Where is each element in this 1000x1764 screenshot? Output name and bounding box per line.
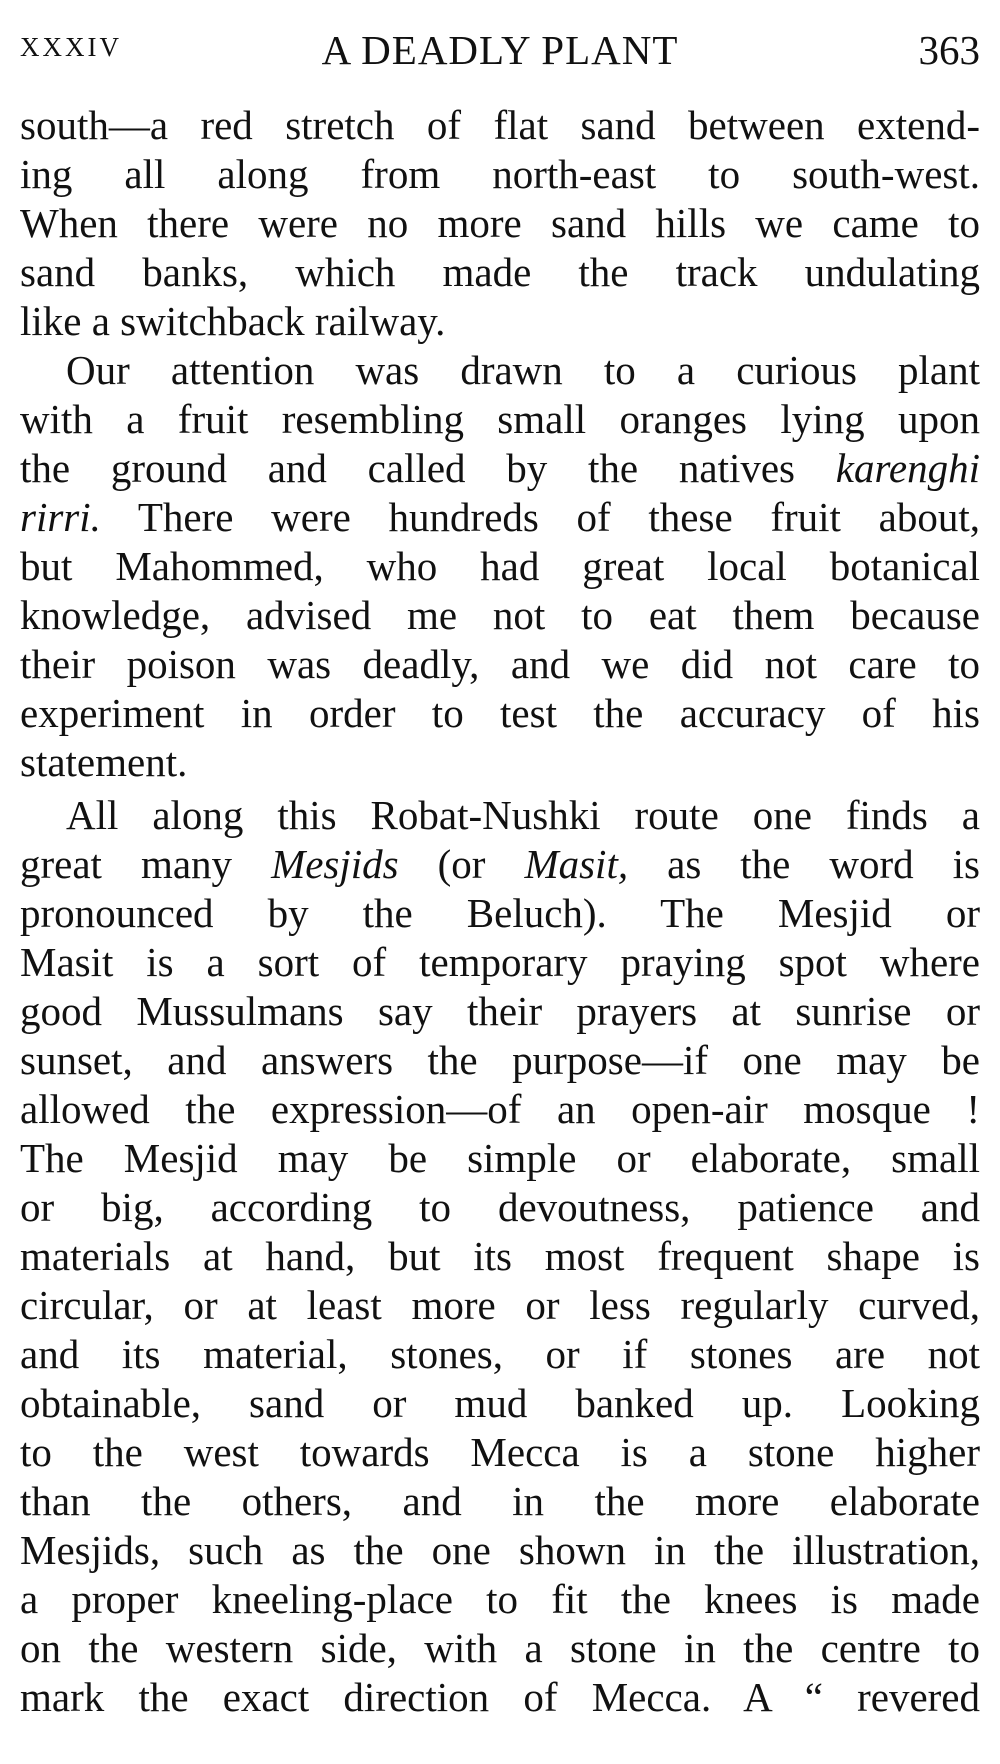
text-line: on the western side, with a stone in the centre to [20,1625,980,1671]
text-run: (or [398,841,525,887]
text-line: with a fruit resembling small oranges lying upon [20,396,980,442]
text-line: ing all along from north-east to south-west. [20,151,980,197]
text-line: The Mesjid may be simple or elaborate, small [20,1135,980,1181]
text-line: Mesjids, such as the one shown in the illustration, [20,1527,980,1573]
text-line: obtainable, sand or mud banked up. Looking [20,1380,980,1426]
running-header [20,26,980,82]
chapter-number: XXXIV [20,32,122,62]
text-line: statement. [20,739,188,785]
text-line: experiment in order to test the accuracy of his [20,690,980,736]
text-run: as the word is [628,841,980,887]
text-line: materials at hand, but its most frequent shape is [20,1233,980,1279]
text-line: Masit is a sort of temporary praying spot where [20,939,980,985]
text-line: good Mussulmans say their prayers at sunrise or [20,988,980,1034]
text-line: their poison was deadly, and we did not care to [20,641,980,687]
text-line: or big, according to devoutness, patience and [20,1184,980,1230]
text-line: All along this Robat-Nushki route one finds a [66,792,980,838]
text-line: but Mahommed, who had great local botanical [20,543,980,589]
text-line: sand banks, which made the track undulating [20,249,980,295]
text-line: and its material, stones, or if stones are not [20,1331,980,1377]
text-line [20,444,980,493]
italic-term: Masit, [524,841,629,887]
text-line: When there were no more sand hills we came to [20,200,980,246]
text-line: mark the exact direction of Mecca. A “ revered [20,1674,980,1720]
body-text [20,101,980,1722]
text-line: knowledge, advised me not to eat them because [20,592,980,638]
text-run: great many [20,841,272,887]
text-line [20,493,980,542]
text-line: like a switchback railway. [20,298,446,344]
italic-term: Mesjids [271,841,399,887]
text-line: than the others, and in the more elaborate [20,1478,980,1524]
text-line: sunset, and answers the purpose—if one may be [20,1037,980,1083]
text-line: Our attention was drawn to a curious plant [66,347,980,393]
italic-term: rirri. [20,494,101,540]
text-run: the ground and called by the natives [20,445,836,491]
text-run: There were hundreds of these fruit about, [100,494,980,540]
page-title: A DEADLY PLANT [321,27,679,73]
text-line [20,840,980,889]
text-line: south—a red stretch of flat sand between extend- [20,102,980,148]
text-line: a proper kneeling-place to fit the knees is made [20,1576,980,1622]
text-line: circular, or at least more or less regularly curved, [20,1282,980,1328]
text-line: to the west towards Mecca is a stone higher [20,1429,980,1475]
text-line: pronounced by the Beluch). The Mesjid or [20,890,980,936]
italic-term: karenghi [835,445,980,491]
text-line: allowed the expression—of an open-air mosque ! [20,1086,980,1132]
page-number: 363 [918,27,980,73]
